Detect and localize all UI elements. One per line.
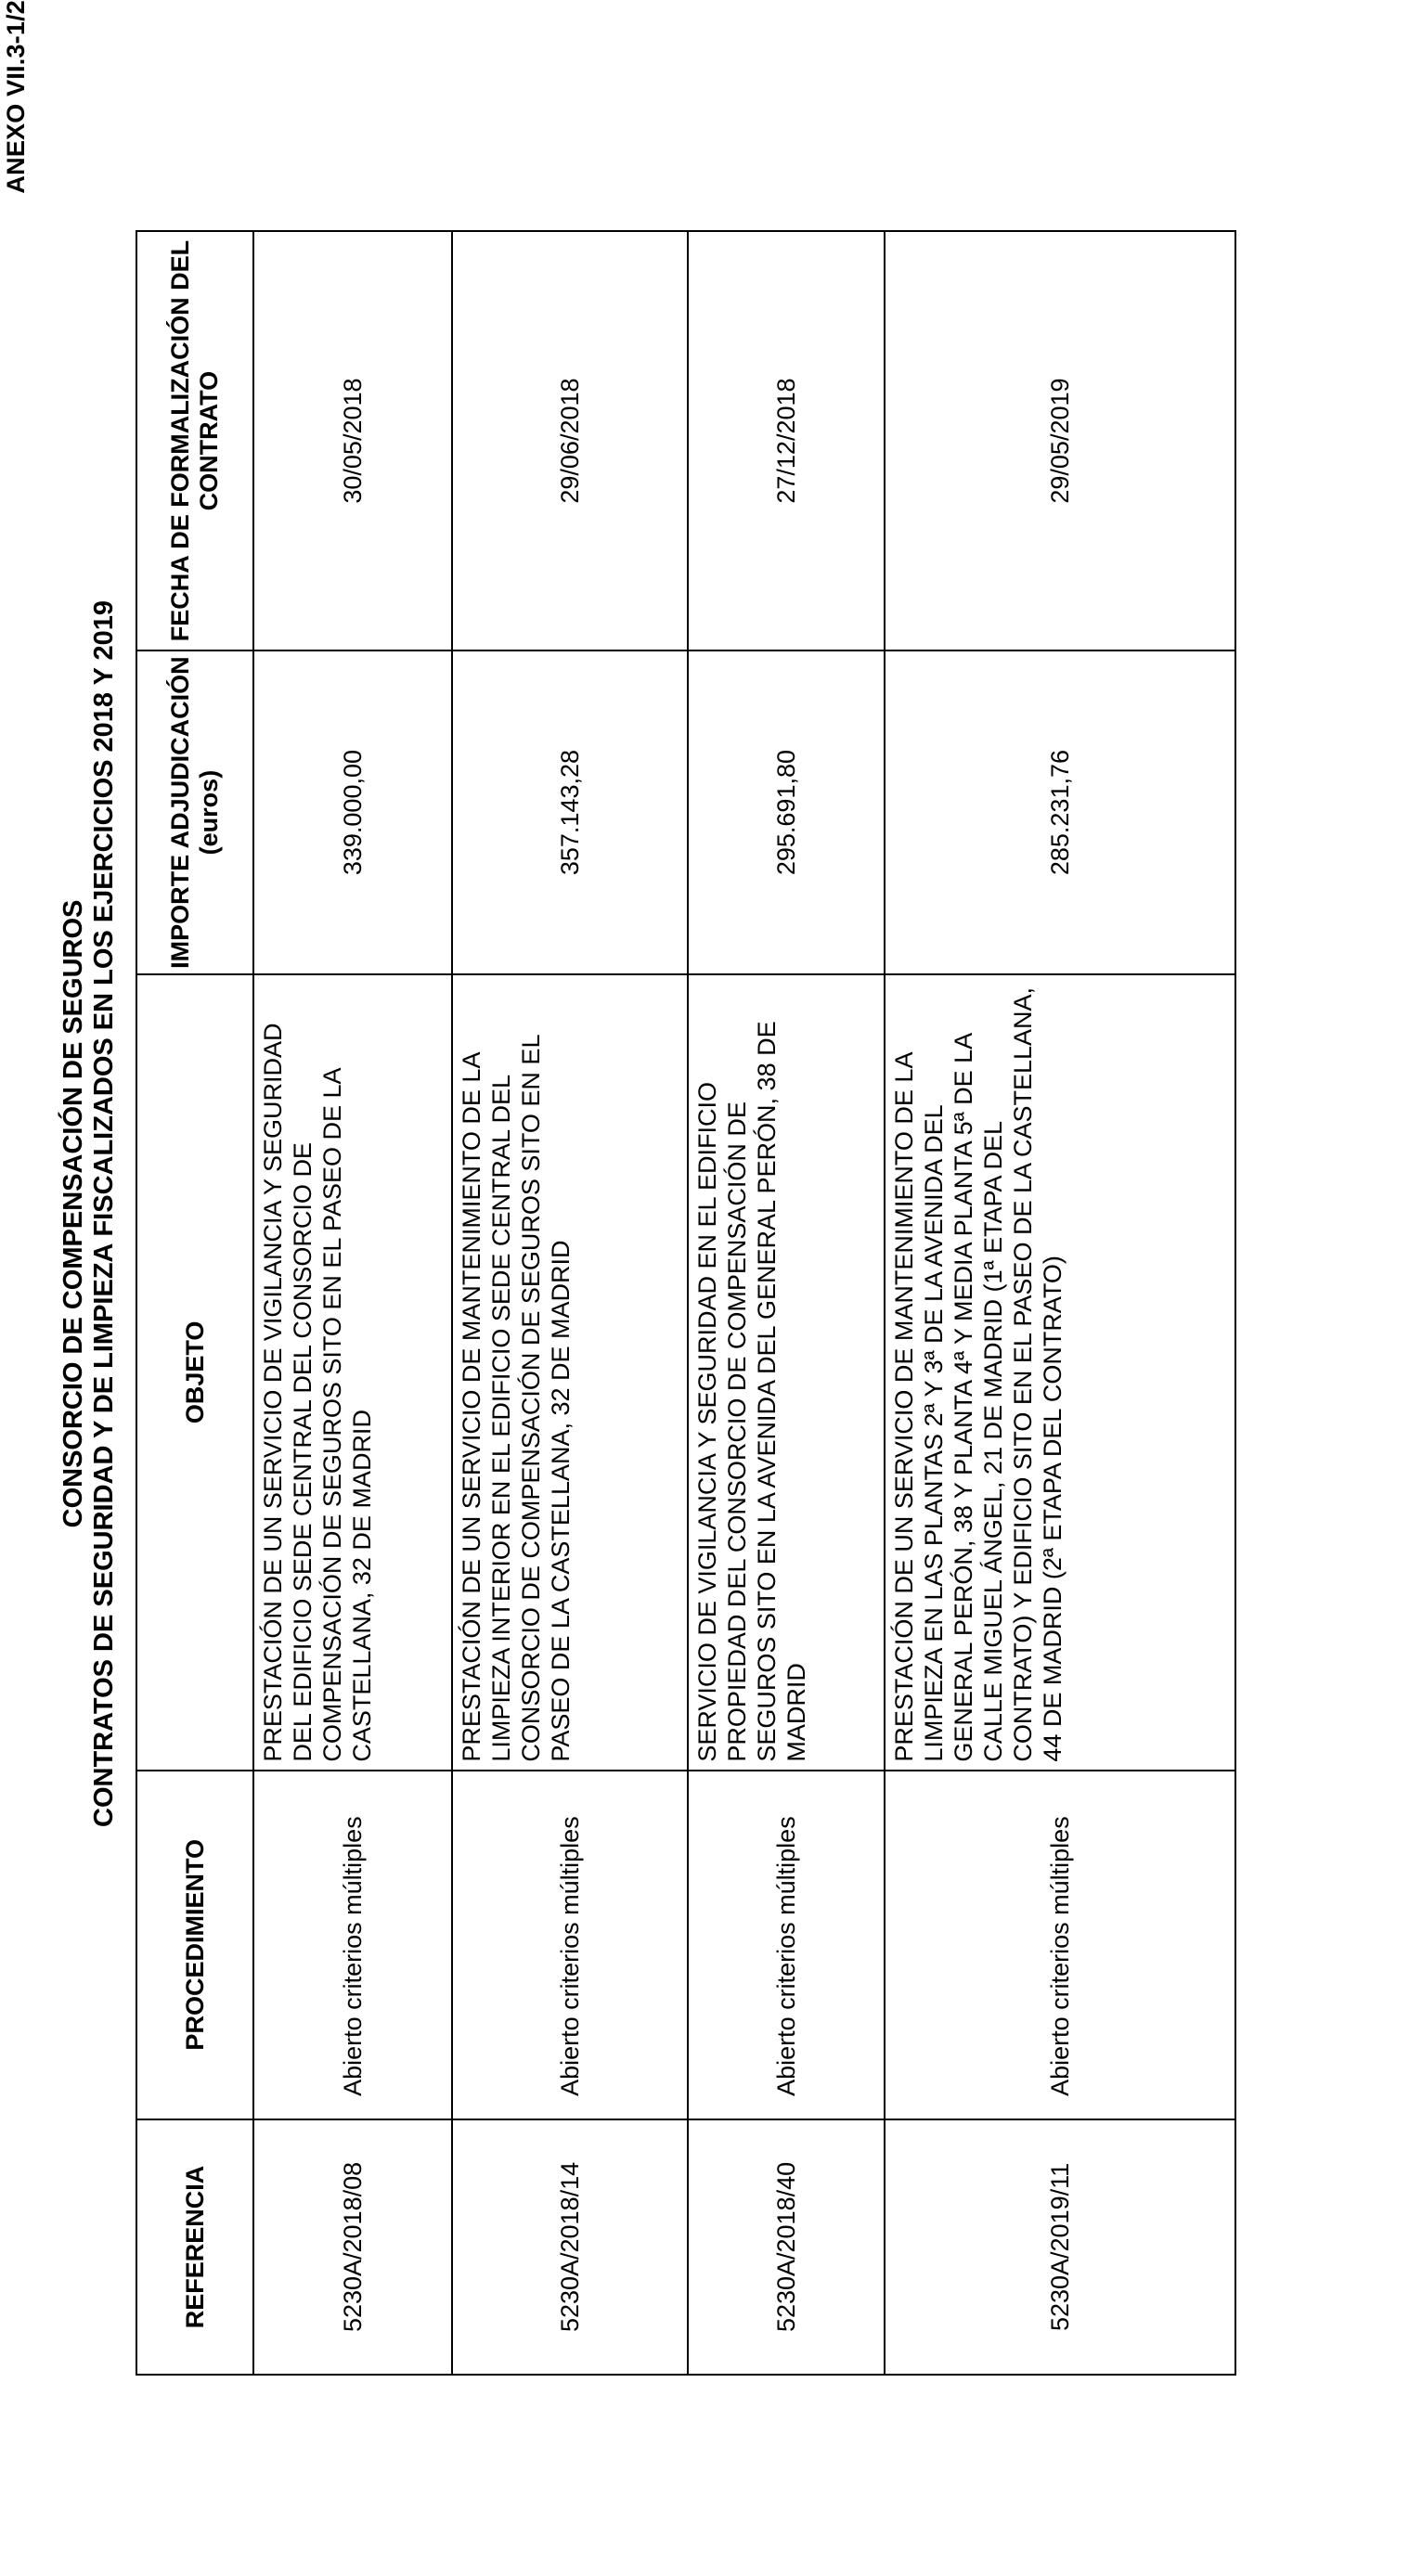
cell-referencia: 5230A/2018/14 <box>452 2119 688 2375</box>
cell-importe: 339.000,00 <box>253 650 452 974</box>
header-objeto: OBJETO <box>136 974 253 1771</box>
cell-procedimiento: Abierto criterios múltiples <box>253 1771 452 2119</box>
cell-objeto: SERVICIO DE VIGILANCIA Y SEGURIDAD EN EL EDIFICIO PROPIEDAD DEL CONSORCIO DE COMPENSACIÓN DE SEGUROS SITO EN LA AVENIDA DEL GENERAL PERÓN, 38 DE MADRID <box>688 974 885 1771</box>
cell-objeto: PRESTACIÓN DE UN SERVICIO DE MANTENIMIENTO DE LA LIMPIEZA EN LAS PLANTAS 2ª Y 3ª DE LA AVENIDA DEL GENERAL PERÓN, 38 Y PLANTA 4ª Y MEDIA PLANTA 5ª DE LA CALLE MIGUEL ÁNGEL, 21 DE MADRID (1ª ETAPA DEL CONTRATO) Y EDIFICIO SITO EN EL PASEO DE LA CASTELLANA, 44 DE MADRID (2ª ETAPA DEL CONTRATO) <box>885 974 1235 1771</box>
table-row <box>885 231 1235 2375</box>
contracts-table <box>136 230 1236 2376</box>
cell-referencia: 5230A/2018/40 <box>688 2119 885 2375</box>
annex-label: ANEXO VII.3-1/2 <box>2 0 30 194</box>
table-row <box>452 231 688 2375</box>
cell-referencia: 5230A/2019/11 <box>885 2119 1235 2375</box>
cell-procedimiento: Abierto criterios múltiples <box>688 1771 885 2119</box>
table-row <box>253 231 452 2375</box>
cell-fecha: 27/12/2018 <box>688 231 885 650</box>
header-fecha: FECHA DE FORMALIZACIÓN DEL CONTRATO <box>136 231 253 650</box>
cell-objeto: PRESTACIÓN DE UN SERVICIO DE MANTENIMIENTO DE LA LIMPIEZA INTERIOR EN EL EDIFICIO SEDE CENTRAL DEL CONSORCIO DE COMPENSACIÓN DE SEGUROS SITO EN EL PASEO DE LA CASTELLANA, 32 DE MADRID <box>452 974 688 1771</box>
document-subtitle: CONTRATOS DE SEGURIDAD Y DE LIMPIEZA FISCALIZADOS EN LOS EJERCICIOS 2018 Y 2019 <box>89 600 119 1827</box>
cell-fecha: 29/06/2018 <box>452 231 688 650</box>
cell-importe: 295.691,80 <box>688 650 885 974</box>
table-row <box>688 231 885 2375</box>
cell-procedimiento: Abierto criterios múltiples <box>885 1771 1235 2119</box>
cell-procedimiento: Abierto criterios múltiples <box>452 1771 688 2119</box>
header-importe: IMPORTE ADJUDICACIÓN (euros) <box>136 650 253 974</box>
header-procedimiento: PROCEDIMIENTO <box>136 1771 253 2119</box>
table-header-row <box>136 231 253 2375</box>
cell-referencia: 5230A/2018/08 <box>253 2119 452 2375</box>
cell-objeto: PRESTACIÓN DE UN SERVICIO DE VIGILANCIA Y SEGURIDAD DEL EDIFICIO SEDE CENTRAL DEL CONSORCIO DE COMPENSACIÓN DE SEGUROS SITO EN EL PASEO DE LA CASTELLANA, 32 DE MADRID <box>253 974 452 1771</box>
cell-fecha: 30/05/2018 <box>253 231 452 650</box>
document-title: CONSORCIO DE COMPENSACIÓN DE SEGUROS <box>58 899 88 1528</box>
header-referencia: REFERENCIA <box>136 2119 253 2375</box>
cell-fecha: 29/05/2019 <box>885 231 1235 650</box>
cell-importe: 285.231,76 <box>885 650 1235 974</box>
cell-importe: 357.143,28 <box>452 650 688 974</box>
